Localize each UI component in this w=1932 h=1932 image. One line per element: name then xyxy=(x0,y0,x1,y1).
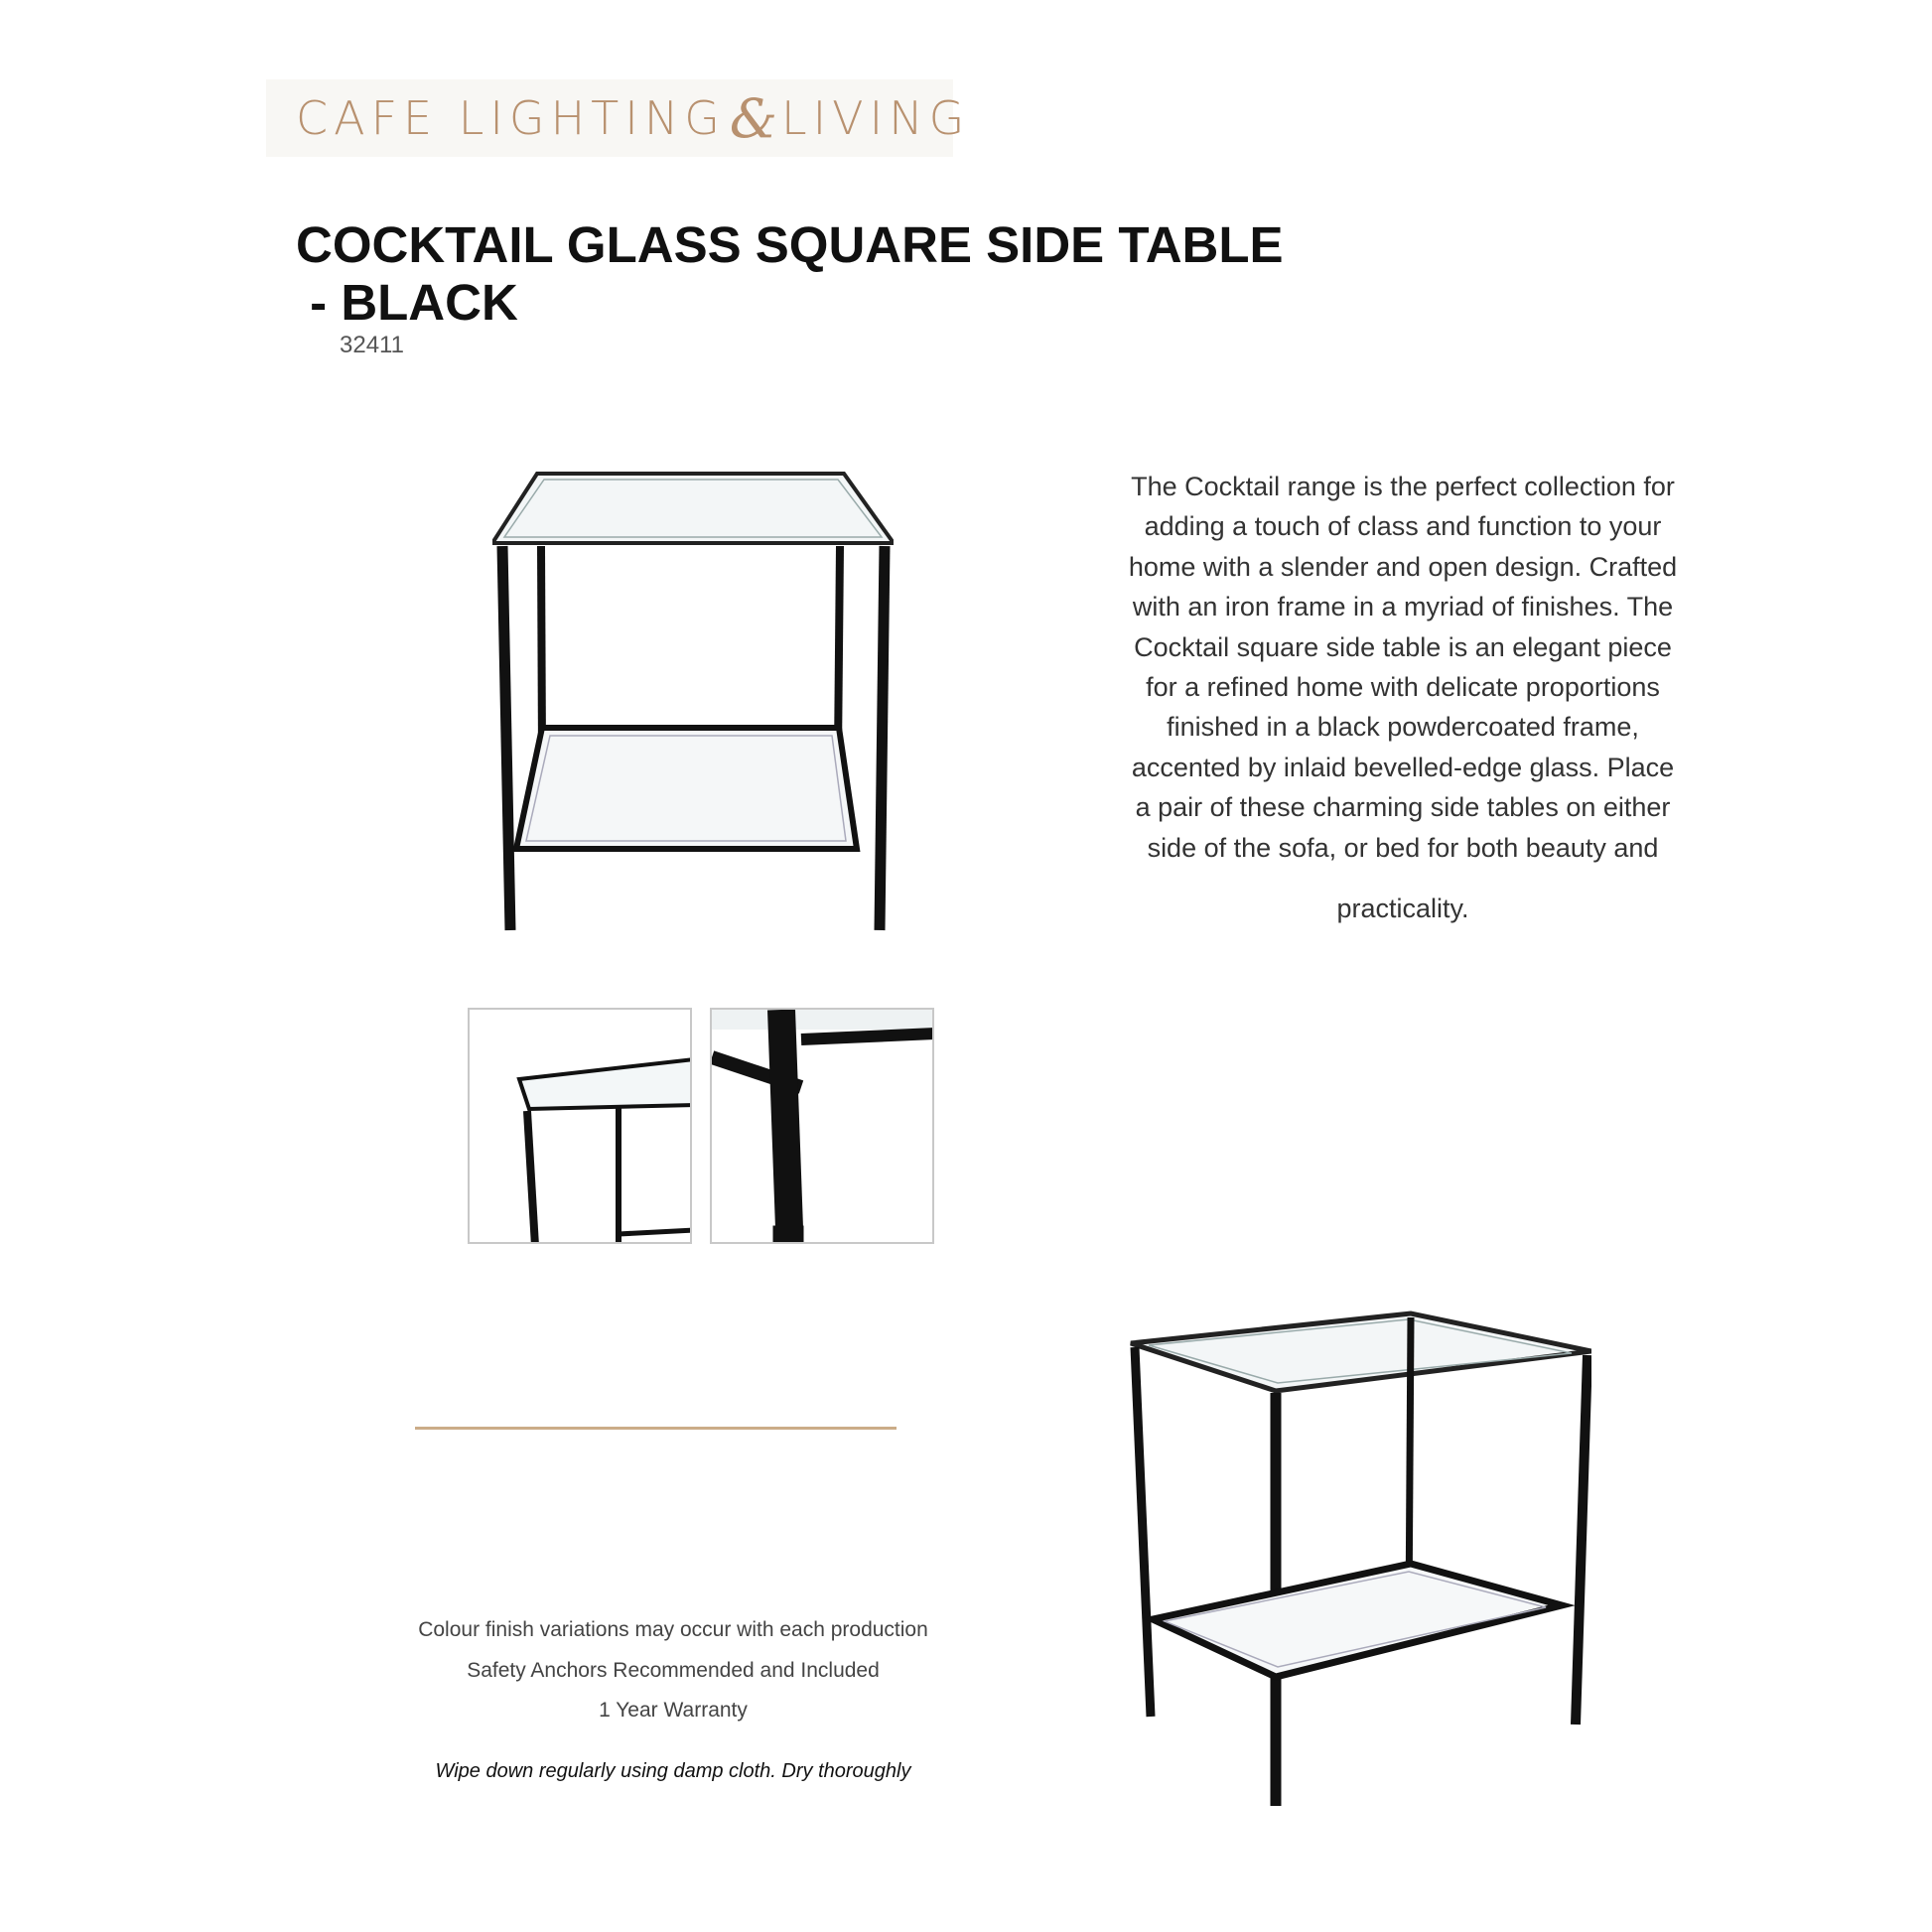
thumbnail-corner-view[interactable] xyxy=(468,1008,692,1244)
table-corner-image xyxy=(470,1010,692,1244)
product-description xyxy=(1097,467,1709,928)
product-title xyxy=(296,216,1284,332)
product-code: 32411 xyxy=(340,332,404,358)
product-notes xyxy=(375,1610,971,1731)
description-line: a pair of these charming side tables on either xyxy=(1135,792,1671,823)
title-line: - BLACK xyxy=(296,274,518,331)
note-line: Safety Anchors Recommended and Included xyxy=(467,1658,880,1682)
product-image-main xyxy=(492,472,894,938)
section-divider xyxy=(415,1427,897,1430)
description-line: practicality. xyxy=(1336,894,1469,924)
brand-logo xyxy=(266,79,971,157)
description-line: finished in a black powdercoated frame, xyxy=(1167,712,1639,743)
description-line: adding a touch of class and function to your xyxy=(1144,511,1662,542)
logo-ampersand: & xyxy=(729,86,777,150)
care-instructions: Wipe down regularly using damp cloth. Dry thoroughly xyxy=(435,1760,911,1782)
description-line: home with a slender and open design. Crafted xyxy=(1128,551,1678,582)
table-leg-image xyxy=(712,1010,934,1244)
description-line: Cocktail square side table is an elegant piece xyxy=(1134,631,1672,662)
description-line: The Cocktail range is the perfect collection for xyxy=(1131,472,1675,501)
description-line: with an iron frame in a myriad of finishes. The xyxy=(1132,592,1674,622)
thumbnail-leg-detail[interactable] xyxy=(710,1008,934,1244)
product-image-angle xyxy=(1129,1310,1591,1811)
description-line: side of the sofa, or bed for both beauty and xyxy=(1147,832,1659,863)
logo-text: LIVING xyxy=(780,91,971,145)
note-line: 1 Year Warranty xyxy=(599,1699,748,1722)
note-line: Colour finish variations may occur with each production xyxy=(418,1618,928,1641)
logo-text: CAFE LIGHTING xyxy=(296,91,726,145)
description-line: accented by inlaid bevelled-edge glass. Place xyxy=(1131,752,1675,782)
title-line: COCKTAIL GLASS SQUARE SIDE TABLE xyxy=(296,216,1284,273)
description-line: for a refined home with delicate proportions xyxy=(1146,672,1660,703)
